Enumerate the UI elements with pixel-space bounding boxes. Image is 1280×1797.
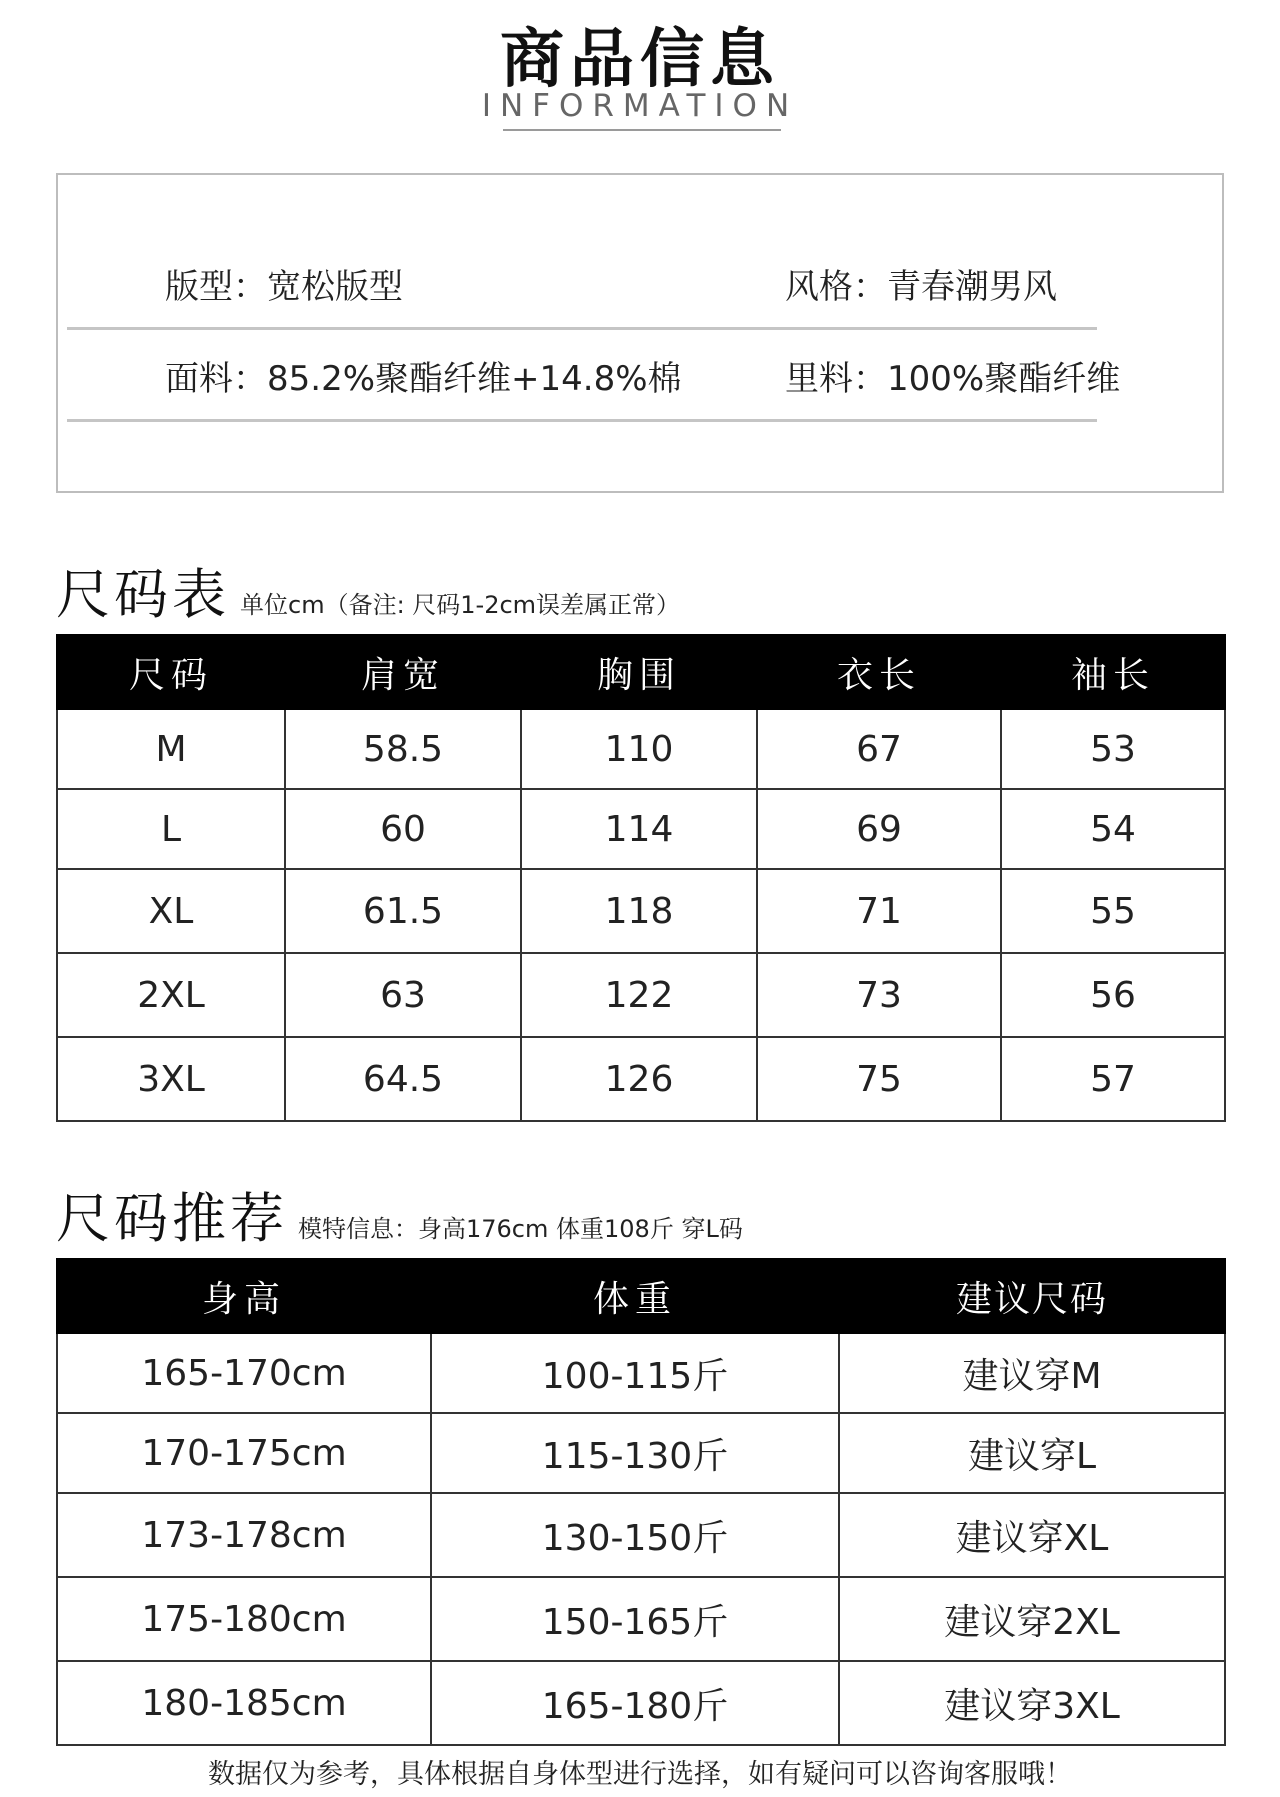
table-header-row <box>57 635 1225 709</box>
table-cell: XL <box>57 869 285 953</box>
table-cell: 130-150斤 <box>431 1493 839 1577</box>
table-cell: 55 <box>1001 869 1225 953</box>
column-header: 袖长 <box>1001 635 1225 709</box>
size-chart-title <box>56 552 680 629</box>
table-cell: 建议穿XL <box>839 1493 1225 1577</box>
fit-type: 版型：宽松版型 <box>165 267 403 307</box>
table-row <box>57 1037 1225 1121</box>
table-cell: 115-130斤 <box>431 1413 839 1493</box>
table-cell: 180-185cm <box>57 1661 431 1745</box>
table-cell: 56 <box>1001 953 1225 1037</box>
table-cell: 73 <box>757 953 1001 1037</box>
column-header: 体重 <box>431 1259 839 1333</box>
table-cell: 165-180斤 <box>431 1661 839 1745</box>
table-cell: 170-175cm <box>57 1413 431 1493</box>
page-subtitle: INFORMATION <box>481 88 799 124</box>
table-row <box>57 709 1225 789</box>
table-cell: 60 <box>285 789 521 869</box>
size-recommend-title <box>56 1176 743 1253</box>
table-cell: 110 <box>521 709 757 789</box>
table-cell: 2XL <box>57 953 285 1037</box>
table-cell: 118 <box>521 869 757 953</box>
table-cell: 69 <box>757 789 1001 869</box>
size-recommend-table <box>56 1258 1226 1746</box>
table-row <box>57 1577 1225 1661</box>
table-cell: 114 <box>521 789 757 869</box>
table-cell: 53 <box>1001 709 1225 789</box>
table-header-row <box>57 1259 1225 1333</box>
table-cell: 75 <box>757 1037 1001 1121</box>
table-cell: 126 <box>521 1037 757 1121</box>
table-cell: 150-165斤 <box>431 1577 839 1661</box>
info-row <box>67 327 1121 422</box>
table-cell: 建议穿M <box>839 1333 1225 1413</box>
table-row <box>57 1661 1225 1745</box>
page-title: 商品信息 <box>500 23 780 97</box>
table-row <box>57 1333 1225 1413</box>
table-cell: M <box>57 709 285 789</box>
table-cell: 建议穿3XL <box>839 1661 1225 1745</box>
table-cell: 建议穿L <box>839 1413 1225 1493</box>
title-underline <box>503 129 781 131</box>
table-cell: 67 <box>757 709 1001 789</box>
column-header: 衣长 <box>757 635 1001 709</box>
disclaimer-note: 数据仅为参考，具体根据自身体型进行选择，如有疑问可以咨询客服哦！ <box>208 1759 1072 1790</box>
table-cell: 173-178cm <box>57 1493 431 1577</box>
column-header: 建议尺码 <box>839 1259 1225 1333</box>
table-row <box>57 789 1225 869</box>
table-cell: 54 <box>1001 789 1225 869</box>
column-header: 肩宽 <box>285 635 521 709</box>
table-cell: 71 <box>757 869 1001 953</box>
table-cell: 58.5 <box>285 709 521 789</box>
table-cell: 175-180cm <box>57 1577 431 1661</box>
style: 风格：青春潮男风 <box>785 267 1057 307</box>
column-header: 胸围 <box>521 635 757 709</box>
table-cell: 100-115斤 <box>431 1333 839 1413</box>
table-row <box>57 953 1225 1037</box>
table-row <box>57 1413 1225 1493</box>
size-chart-heading: 尺码表 <box>56 563 230 626</box>
table-cell: 建议穿2XL <box>839 1577 1225 1661</box>
table-row <box>57 1493 1225 1577</box>
size-chart-table <box>56 634 1226 1122</box>
column-header: 尺码 <box>57 635 285 709</box>
table-cell: 165-170cm <box>57 1333 431 1413</box>
lining: 里料：100%聚酯纤维 <box>785 359 1121 399</box>
size-recommend-heading: 尺码推荐 <box>56 1187 288 1250</box>
table-cell: 122 <box>521 953 757 1037</box>
info-row <box>67 235 1097 330</box>
table-cell: 61.5 <box>285 869 521 953</box>
table-cell: L <box>57 789 285 869</box>
size-chart-note: 单位cm（备注: 尺码1-2cm误差属正常） <box>240 591 681 619</box>
table-cell: 64.5 <box>285 1037 521 1121</box>
model-info-note: 模特信息：身高176cm 体重108斤 穿L码 <box>298 1215 743 1243</box>
table-cell: 57 <box>1001 1037 1225 1121</box>
table-cell: 3XL <box>57 1037 285 1121</box>
fabric: 面料：85.2%聚酯纤维+14.8%棉 <box>165 359 682 399</box>
column-header: 身高 <box>57 1259 431 1333</box>
table-row <box>57 869 1225 953</box>
table-cell: 63 <box>285 953 521 1037</box>
